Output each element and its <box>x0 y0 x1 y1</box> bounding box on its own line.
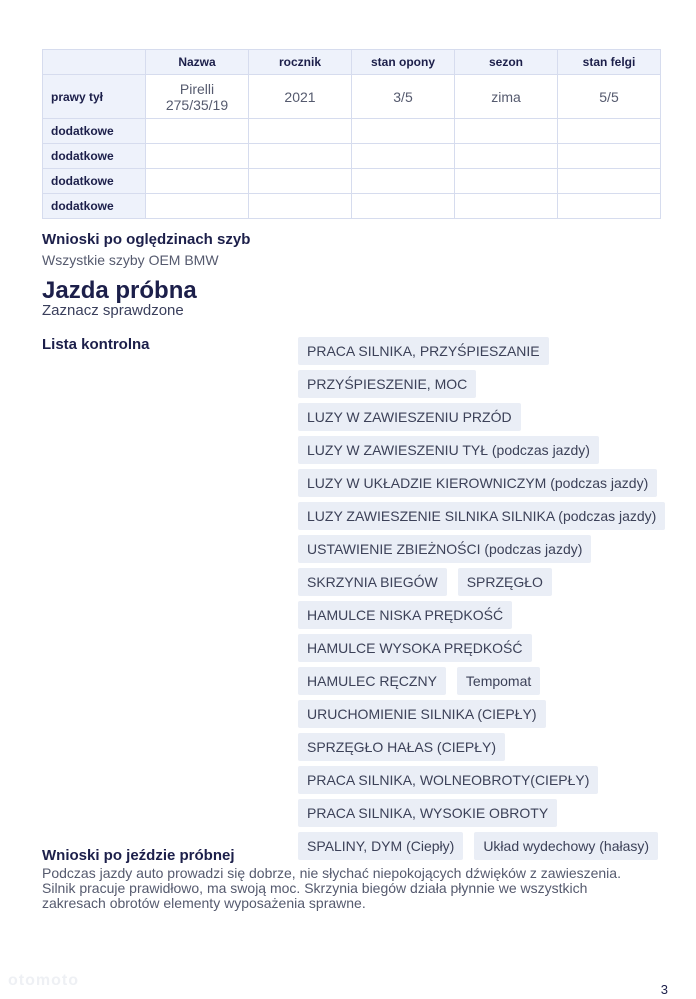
table-row <box>43 119 661 144</box>
row-label: dodatkowe <box>43 194 146 219</box>
empty-cell <box>455 169 558 194</box>
checklist-item[interactable]: PRACA SILNIKA, WYSOKIE OBROTY <box>298 799 557 827</box>
checklist-item[interactable]: SPRZĘGŁO HAŁAS (CIEPŁY) <box>298 733 505 761</box>
checklist-item[interactable]: SKRZYNIA BIEGÓW <box>298 568 447 596</box>
row-label: dodatkowe <box>43 119 146 144</box>
table-row <box>43 144 661 169</box>
row-label: dodatkowe <box>43 169 146 194</box>
cell-nazwa <box>146 75 249 119</box>
empty-cell <box>455 194 558 219</box>
checklist-item[interactable]: USTAWIENIE ZBIEŻNOŚCI (podczas jazdy) <box>298 535 591 563</box>
table-row <box>43 194 661 219</box>
checklist-item[interactable]: LUZY ZAWIESZENIE SILNIKA SILNIKA (podczas jazdy) <box>298 502 665 530</box>
cell-rocznik: 2021 <box>249 75 352 119</box>
empty-cell <box>455 119 558 144</box>
checklist-item[interactable]: HAMULCE WYSOKA PRĘDKOŚĆ <box>298 634 532 662</box>
cell-stan-opony: 3/5 <box>352 75 455 119</box>
cell-nazwa-line2: 275/35/19 <box>165 96 229 113</box>
empty-cell <box>455 144 558 169</box>
header-nazwa: Nazwa <box>146 50 249 75</box>
empty-cell <box>558 169 661 194</box>
test-drive-subtitle: Zaznacz sprawdzone <box>42 302 184 319</box>
empty-cell <box>249 169 352 194</box>
watermark-logo: otomoto <box>8 972 79 989</box>
cell-stan-felgi: 5/5 <box>558 75 661 119</box>
checklist-item[interactable]: PRACA SILNIKA, WOLNEOBROTY(CIEPŁY) <box>298 766 598 794</box>
empty-cell <box>249 194 352 219</box>
empty-cell <box>558 144 661 169</box>
row-label: prawy tył <box>43 75 146 119</box>
cell-nazwa-line1: Pirelli <box>179 80 215 97</box>
empty-cell <box>352 169 455 194</box>
checklist-item[interactable]: PRZYŚPIESZENIE, MOC <box>298 370 476 398</box>
empty-cell <box>558 194 661 219</box>
checklist-item[interactable]: Układ wydechowy (hałasy) <box>474 832 658 860</box>
empty-cell <box>558 119 661 144</box>
empty-cell <box>146 144 249 169</box>
checklist-item[interactable]: PRACA SILNIKA, PRZYŚPIESZANIE <box>298 337 549 365</box>
header-sezon: sezon <box>455 50 558 75</box>
header-rocznik: rocznik <box>249 50 352 75</box>
checklist-item[interactable]: SPALINY, DYM (Ciepły) <box>298 832 463 860</box>
table-row <box>43 75 661 119</box>
checklist-item[interactable]: LUZY W ZAWIESZENIU TYŁ (podczas jazdy) <box>298 436 599 464</box>
tyre-table <box>42 49 661 219</box>
header-stan-felgi: stan felgi <box>558 50 661 75</box>
empty-cell <box>352 119 455 144</box>
empty-cell <box>249 119 352 144</box>
page-number: 3 <box>660 982 668 997</box>
checklist-item[interactable]: Tempomat <box>457 667 540 695</box>
empty-cell <box>146 119 249 144</box>
test-drive-title: Jazda próbna <box>42 277 197 304</box>
table-row <box>43 169 661 194</box>
cell-sezon: zima <box>455 75 558 119</box>
glass-section-text: Wszystkie szyby OEM BMW <box>42 252 219 268</box>
tyre-table-header-row <box>43 50 661 75</box>
conclusion-text: Podczas jazdy auto prowadzi się dobrze, nie słychać niepokojących dźwięków z zawieszenia. Silnik pracuje prawidłowo, ma swoją moc. Skrzynia biegów działa płynnie we wszystkich zakresach obrotów elementy wyposażenia sprawne. <box>42 865 621 911</box>
checklist-item[interactable]: LUZY W ZAWIESZENIU PRZÓD <box>298 403 521 431</box>
header-corner <box>43 50 146 75</box>
checklist-item[interactable]: LUZY W UKŁADZIE KIEROWNICZYM (podczas jazdy) <box>298 469 657 497</box>
conclusion-title: Wnioski po jeździe próbnej <box>42 847 235 864</box>
row-label: dodatkowe <box>43 144 146 169</box>
checklist-item[interactable]: HAMULCE NISKA PRĘDKOŚĆ <box>298 601 512 629</box>
checklist-item[interactable]: HAMULEC RĘCZNY <box>298 667 446 695</box>
empty-cell <box>249 144 352 169</box>
glass-section-title: Wnioski po oględzinach szyb <box>42 231 251 248</box>
empty-cell <box>352 194 455 219</box>
checklist <box>298 337 660 860</box>
checklist-item[interactable]: URUCHOMIENIE SILNIKA (CIEPŁY) <box>298 700 546 728</box>
empty-cell <box>146 194 249 219</box>
checklist-item[interactable]: SPRZĘGŁO <box>458 568 552 596</box>
checklist-label: Lista kontrolna <box>42 336 150 353</box>
empty-cell <box>146 169 249 194</box>
empty-cell <box>352 144 455 169</box>
header-stan-opony: stan opony <box>352 50 455 75</box>
